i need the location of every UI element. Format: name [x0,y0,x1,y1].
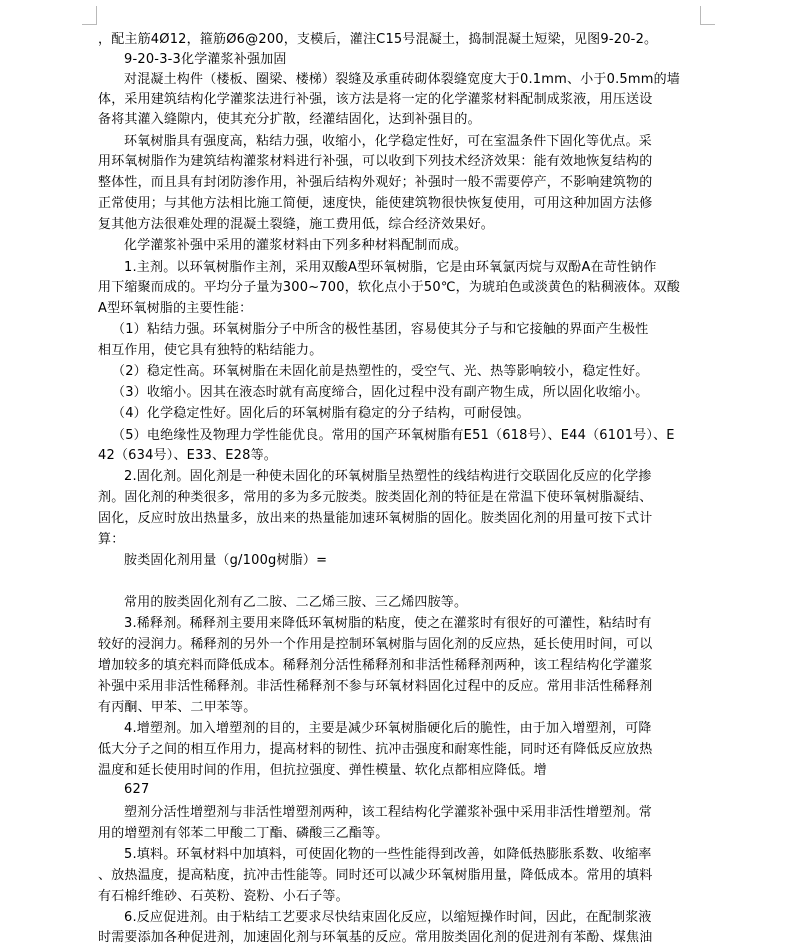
section-heading: 9-20-3-3化学灌浆补强加固 [124,52,287,67]
text-line: 4.增塑剂。加入增塑剂的目的，主要是减少环氧树脂硬化后的脆性，由于加入增塑剂，可降 [124,721,652,736]
text-line: 5.填料。环氧材料中加填料，可使固化物的一些性能得到改善，如降低热膨胀系数、收缩率 [124,847,652,862]
list-item: （4）化学稳定性好。固化后的环氧树脂有稳定的分子结构，可耐侵蚀。 [112,406,530,421]
text-line: 有石棉纤维砂、石英粉、瓷粉、小石子等。 [98,889,349,904]
formula-line: 胺类固化剂用量（g/100g树脂）= [124,553,328,568]
text-line: 低大分子之间的相互作用力，提高材料的韧性、抗冲击强度和耐寒性能，同时还有降低反应放热 [98,742,653,757]
text-line: 整体性，而且具有封闭防渗作用，补强后结构外观好；补强时一般不需要停产，不影响建筑物的 [98,175,653,190]
corner-mark-left [82,6,97,25]
text-line: A型环氧树脂的主要性能： [98,301,253,316]
text-line: 剂。固化剂的种类很多，常用的多为多元胺类。胺类固化剂的特征是在常温下使环氧树脂凝结、 [98,490,653,505]
text-line: 较好的浸润力。稀释剂的另外一个作用是控制环氧树脂与固化剂的反应热，延长使用时间，可以 [98,637,653,652]
list-item: （1）粘结力强。环氧树脂分子中所含的极性基团，容易使其分子与和它接触的界面产生极性 [112,322,649,337]
text-line: 体，采用建筑结构化学灌浆法进行补强，该方法是将一定的化学灌浆材料配制成浆液，用压送设 [98,92,653,107]
text-line: 化学灌浆补强中采用的灌浆材料由下列多种材料配制而成。 [124,238,468,253]
text-line: 增加较多的填充料而降低成本。稀释剂分活性稀释剂和非活性稀释剂两种，该工程结构化学灌浆 [98,658,653,673]
page-number: 627 [124,782,150,797]
text-line: 、放热温度，提高粘度，抗冲击性能等。同时还可以减少环氧树脂用量，降低成本。常用的填料 [98,868,653,883]
text-line: 备将其灌入缝隙内，使其充分扩散，经灌结固化，达到补强目的。 [98,112,481,127]
text-line: 3.稀释剂。稀释剂主要用来降低环氧树脂的粘度，使之在灌浆时有很好的可灌性，粘结时有 [124,616,652,631]
text-line: 用的增塑剂有邻苯二甲酸二丁酯、磷酸三乙酯等。 [98,826,389,841]
text-line: 补强中采用非活性稀释剂。非活性稀释剂不参与环氧材料固化过程中的反应。常用非活性稀释剂 [98,679,653,694]
text-line: ，配主筋4Ø12，箍筋Ø6@200，支模后，灌注C15号混凝土，捣制混凝土短梁，见图9-20-2。 [98,32,658,47]
text-line: 塑剂分活性增塑剂与非活性增塑剂两种，该工程结构化学灌浆补强中采用非活性增塑剂。常 [124,805,653,820]
text-line: 对混凝土构件（楼板、圈梁、楼梯）裂缝及承重砖砌体裂缝宽度大于0.1mm、小于0.5mm的墙 [124,72,681,87]
text-line: 42（634号）、E33、E28等。 [98,448,277,463]
list-item: （5）电绝缘性及物理力学性能优良。常用的国产环氧树脂有E51（618号）、E44（6101号）、E [112,428,675,443]
text-line: 固化，反应时放出热量多，放出来的热量能加速环氧树脂的固化。胺类固化剂的用量可按下式计 [98,511,653,526]
text-line: 相互作用，使它具有独特的粘结能力。 [98,343,323,358]
text-line: 复其他方法很难处理的混凝土裂缝，施工费用低，综合经济效果好。 [98,217,495,232]
list-item: （2）稳定性高。环氧树脂在未固化前是热塑性的，受空气、光、热等影响较小，稳定性好。 [112,364,649,379]
text-line: 环氧树脂具有强度高，粘结力强，收缩小，化学稳定性好，可在室温条件下固化等优点。采 [124,134,653,149]
text-line: 算： [98,532,125,547]
text-line: 1.主剂。以环氧树脂作主剂，采用双酸A型环氧树脂，它是由环氧氯丙烷与双酚A在苛性钠作 [124,260,657,275]
text-line: 正常使用；与其他方法相比施工简便，速度快，能使建筑物很快恢复使用，可用这种加固方法修 [98,196,653,211]
text-line: 2.固化剂。固化剂是一种使未固化的环氧树脂呈热塑性的线结构进行交联固化反应的化学掺 [124,469,652,484]
list-item: （3）收缩小。因其在液态时就有高度缔合，固化过程中没有副产物生成，所以固化收缩小。 [112,385,649,400]
text-line: 6.反应促进剂。由于粘结工艺要求尽快结束固化反应，以缩短操作时间，因此，在配制浆液 [124,910,652,925]
text-line: 用环氧树脂作为建筑结构灌浆材料进行补强，可以收到下列技术经济效果：能有效地恢复结构的 [98,154,653,169]
text-line: 用下缩聚而成的。平均分子量为300~700，软化点小于50℃，为琥珀色或淡黄色的粘稠液体。双酸 [98,280,681,295]
text-line: 温度和延长使用时间的作用，但抗拉强度、弹性模量、软化点都相应降低。增 [98,763,547,778]
text-line: 时需要添加各种促进剂，加速固化剂与环氧基的反应。常用胺类固化剂的促进剂有苯酚、煤焦油 [98,930,653,945]
text-line: 常用的胺类固化剂有乙二胺、二乙烯三胺、三乙烯四胺等。 [124,595,468,610]
text-line: 有丙酮、甲苯、二甲苯等。 [98,700,257,715]
corner-mark-right [700,6,715,25]
